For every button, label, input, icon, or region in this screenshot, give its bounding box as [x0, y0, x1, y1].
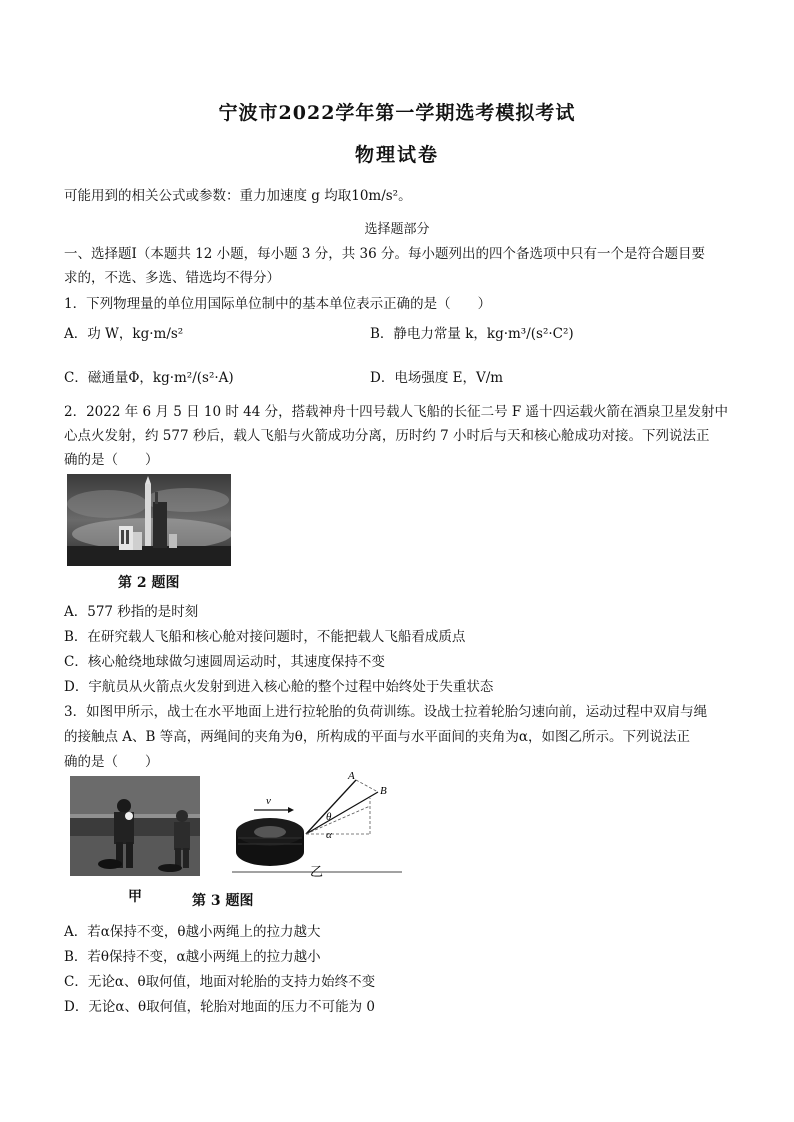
- q3-option-c: C．无论α、θ取何值，地面对轮胎的支持力始终不变: [64, 974, 376, 990]
- rocket-launch-photo: [67, 474, 231, 566]
- section-title: 选择题部分: [364, 222, 430, 237]
- section-intro-line-1: 一、选择题Ⅰ（本题共 12 小题，每小题 3 分，共 36 分。每小题列出的四个备选项中只有一个是符合题目要: [64, 246, 706, 262]
- q2-figure-caption: 第 2 题图: [118, 575, 180, 591]
- q3-stem-line-1: 3．如图甲所示，战士在水平地面上进行拉轮胎的负荷训练。设战士拉着轮胎匀速向前，运动过程中双肩与绳: [64, 704, 708, 720]
- velocity-label: v: [266, 795, 271, 807]
- tire-rope-diagram: [232, 770, 402, 880]
- point-b-label: B: [380, 785, 387, 797]
- q3-option-b: B．若θ保持不变，α越小两绳上的拉力越小: [64, 949, 321, 965]
- figure-left-label: 甲: [128, 889, 142, 905]
- q2-option-a: A．577 秒指的是时刻: [64, 604, 199, 620]
- q2-stem-line-2: 心点火发射，约 577 秒后，载人飞船与火箭成功分离，历时约 7 小时后与天和核心舱成功对接。下列说法正: [64, 428, 710, 444]
- q1-option-c: C．磁通量Φ，kg·m²/(s²·A): [64, 370, 234, 386]
- q2-stem-line-3: 确的是（ ）: [64, 452, 159, 468]
- figure-right-label: 乙: [310, 864, 324, 879]
- rope-b: [306, 792, 378, 834]
- q3-stem-line-2: 的接触点 A、B 等高，两绳间的夹角为θ，所构成的平面与水平面间的夹角为α，如图乙所示。下列说法正: [64, 729, 690, 745]
- q3-option-d: D．无论α、θ取何值，轮胎对地面的压力不可能为 0: [64, 999, 375, 1015]
- q1-stem: 1．下列物理量的单位用国际单位制中的基本单位表示正确的是（ ）: [64, 296, 492, 312]
- theta-label: θ: [326, 811, 332, 823]
- rope-a: [306, 780, 356, 834]
- exam-title: 宁波市2022学年第一学期选考模拟考试: [218, 102, 576, 124]
- q1-option-b: B．静电力常量 k，kg·m³/(s²·C²): [370, 326, 574, 342]
- q2-option-d: D．宇航员从火箭点火发射到进入核心舱的整个过程中始终处于失重状态: [64, 679, 494, 695]
- q1-option-a: A．功 W，kg·m/s²: [64, 326, 184, 342]
- point-a-label: A: [348, 770, 355, 782]
- formula-note: 可能用到的相关公式或参数：重力加速度 g 均取10m/s²。: [64, 188, 412, 204]
- q2-option-c: C．核心舱绕地球做匀速圆周运动时，其速度保持不变: [64, 654, 385, 670]
- tire-icon: [236, 818, 304, 866]
- soldier-training-photo: [70, 776, 200, 876]
- q2-option-b: B．在研究载人飞船和核心舱对接问题时，不能把载人飞船看成质点: [64, 629, 466, 645]
- section-intro-line-2: 求的，不选、多选、错选均不得分）: [64, 270, 280, 286]
- alpha-label: α: [326, 829, 332, 841]
- exam-subtitle: 物理试卷: [354, 144, 439, 166]
- q3-option-a: A．若α保持不变，θ越小两绳上的拉力越大: [64, 924, 321, 940]
- q3-stem-line-3: 确的是（ ）: [64, 754, 159, 770]
- q1-option-d: D．电场强度 E，V/m: [370, 370, 504, 386]
- q3-figure-caption: 第 3 题图: [192, 893, 254, 909]
- q2-stem-line-1: 2．2022 年 6 月 5 日 10 时 44 分，搭载神舟十四号载人飞船的长征二号 F 遥十四运载火箭在酒泉卫星发射中: [64, 404, 729, 420]
